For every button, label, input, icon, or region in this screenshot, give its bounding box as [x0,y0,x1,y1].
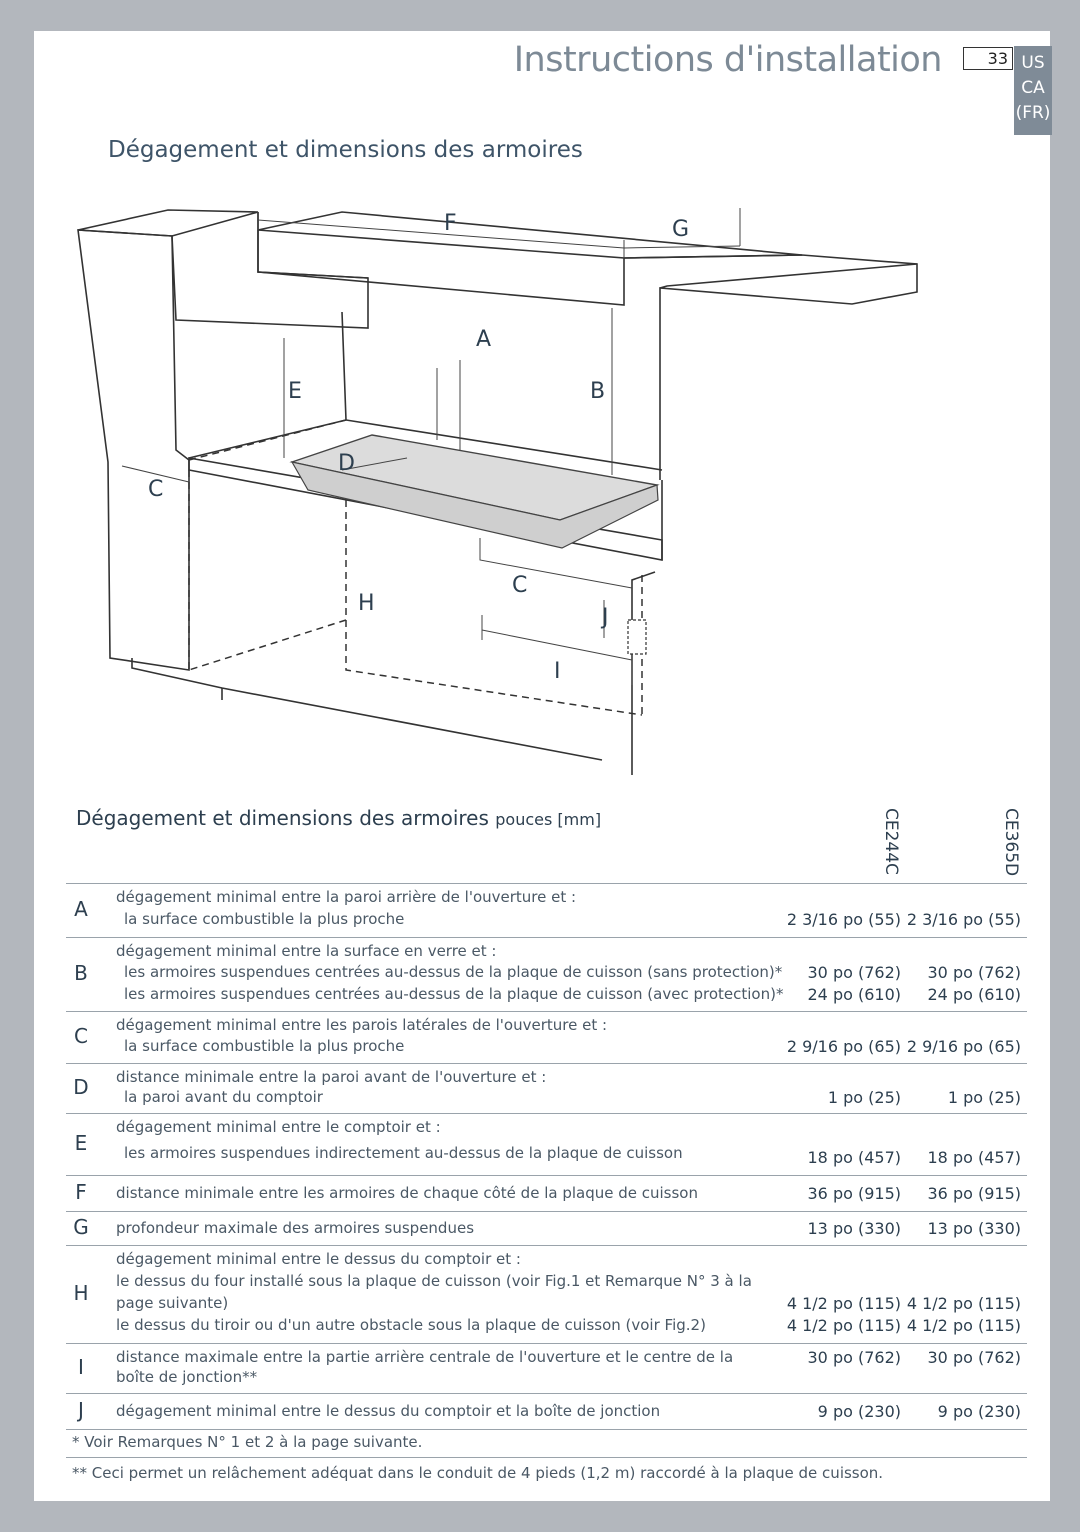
value-ce365d: 4 1/2 po (115) [906,1294,1021,1313]
table-title-text: Dégagement et dimensions des armoires [76,806,489,830]
value-ce365d: 13 po (330) [927,1219,1021,1238]
table-row [66,1344,1027,1394]
junction-box [628,620,646,654]
row-letter: C [74,1024,88,1048]
row-description: page suivante) [116,1294,229,1312]
value-ce244c: 13 po (330) [807,1219,901,1238]
cabinet-clearance-diagram [72,200,932,780]
value-ce244c: 4 1/2 po (115) [786,1316,901,1335]
row-description: dégagement minimal entre la paroi arrière de l'ouverture et : [116,888,577,906]
row-letter: A [74,897,88,921]
value-ce365d: 30 po (762) [927,1348,1021,1367]
value-ce365d: 18 po (457) [927,1148,1021,1167]
upper-cabinet-left [258,212,368,278]
row-description: le dessus du tiroir ou d'un autre obstacle sous la plaque de cuisson (voir Fig.2) [116,1316,706,1334]
value-ce244c: 30 po (762) [807,963,901,983]
row-description: la surface combustible la plus proche [124,910,405,928]
row-description: distance maximale entre la partie arrière centrale de l'ouverture et le centre de la [116,1348,734,1366]
table-row [66,1176,1027,1212]
language-tab [1014,46,1052,135]
value-ce365d: 24 po (610) [927,984,1021,1004]
plinth [132,658,602,760]
row-letter: G [73,1215,89,1239]
page-header-title: Instructions d'installation [513,40,942,80]
upper-cabinet-bar [258,230,624,305]
footnote-1: * Voir Remarques N° 1 et 2 à la page suivante. [72,1433,423,1451]
label-a: A [476,327,492,352]
lang-us: US [1021,53,1045,73]
label-c-top: C [148,477,164,502]
row-description: le dessus du four installé sous la plaque de cuisson (voir Fig.1 et Remarque N° 3 à la [116,1272,752,1290]
row-description: les armoires suspendues centrées au-dessus de la plaque de cuisson (avec protection)* [124,984,784,1003]
section-title: Dégagement et dimensions des armoires [108,137,583,163]
lang-fr: (FR) [1015,103,1051,123]
value-ce244c: 2 9/16 po (65) [786,1037,901,1056]
label-e: E [288,379,302,404]
value-ce244c: 30 po (762) [807,1348,901,1367]
lang-ca: CA [1021,78,1045,98]
row-description: dégagement minimal entre le comptoir et : [116,1118,441,1136]
label-c-bottom: C [512,573,528,598]
clearance-table [66,883,1027,1430]
row-letter: J [78,1398,84,1422]
table-row [66,1212,1027,1246]
footnote-2: ** Ceci permet un relâchement adéquat dans le conduit de 4 pieds (1,2 m) raccordé à la plaque de cuisson. [72,1464,884,1482]
table-row [66,1114,1027,1176]
value-ce365d: 9 po (230) [937,1402,1021,1421]
label-i: I [554,659,561,684]
footnote-divider [66,1457,1027,1458]
row-description: boîte de jonction** [116,1368,258,1386]
row-letter: D [73,1075,89,1099]
row-description: la surface combustible la plus proche [124,1037,405,1055]
row-description: les armoires suspendues centrées au-dessus de la plaque de cuisson (sans protection)* [124,963,783,982]
table-unit: pouces [mm] [495,810,602,829]
value-ce244c: 36 po (915) [807,1184,901,1203]
value-ce244c: 9 po (230) [817,1402,901,1421]
row-description: dégagement minimal entre le dessus du comptoir et : [116,1250,521,1268]
row-letter: F [75,1180,87,1204]
table-title [76,806,601,830]
value-ce244c: 24 po (610) [807,984,901,1004]
row-letter: E [74,1131,88,1155]
left-cabinet [78,230,189,670]
value-ce365d: 4 1/2 po (115) [906,1316,1021,1335]
value-ce365d: 30 po (762) [927,963,1021,983]
value-ce244c: 18 po (457) [807,1148,901,1167]
value-ce244c: 2 3/16 po (55) [786,910,901,929]
value-ce365d: 1 po (25) [947,1088,1021,1107]
page-number: 33 [963,47,1013,70]
table-row [66,884,1027,938]
row-description: distance minimale entre les armoires de chaque côté de la plaque de cuisson [116,1184,698,1202]
row-description: dégagement minimal entre le dessus du comptoir et la boîte de jonction [116,1402,661,1420]
lower-cabinet-right [632,572,655,775]
table-row [66,1394,1027,1430]
row-description: dégagement minimal entre les parois latérales de l'ouverture et : [116,1016,608,1034]
upper-right-block [624,255,917,305]
label-h: H [358,591,375,616]
left-cabinet-top [78,210,258,236]
upper-right-top [660,264,917,288]
label-g: G [672,217,690,242]
row-description: distance minimale entre la paroi avant de l'ouverture et : [116,1068,547,1086]
value-ce244c: 4 1/2 po (115) [786,1294,901,1313]
value-ce244c: 1 po (25) [827,1088,901,1107]
row-description: les armoires suspendues indirectement au-dessus de la plaque de cuisson [124,1144,683,1162]
model-header-ce365d: CE365D [1001,808,1021,877]
label-j: J [602,605,609,630]
upper-left-block [172,212,368,328]
value-ce365d: 2 9/16 po (65) [906,1037,1021,1056]
row-letter: H [73,1281,89,1305]
row-letter: B [74,961,88,985]
value-ce365d: 2 3/16 po (55) [906,910,1021,929]
table-row [66,1246,1027,1344]
value-ce365d: 36 po (915) [927,1184,1021,1203]
label-d: D [338,451,355,476]
model-header-ce244c: CE244C [881,808,901,875]
table-row [66,1012,1027,1064]
label-f: F [444,211,457,236]
label-b: B [590,379,606,404]
row-description: la paroi avant du comptoir [124,1088,323,1106]
table-row [66,1064,1027,1114]
row-letter: I [78,1355,84,1379]
row-description: dégagement minimal entre la surface en verre et : [116,942,497,960]
row-description: profondeur maximale des armoires suspendues [116,1219,475,1237]
table-row [66,938,1027,1012]
